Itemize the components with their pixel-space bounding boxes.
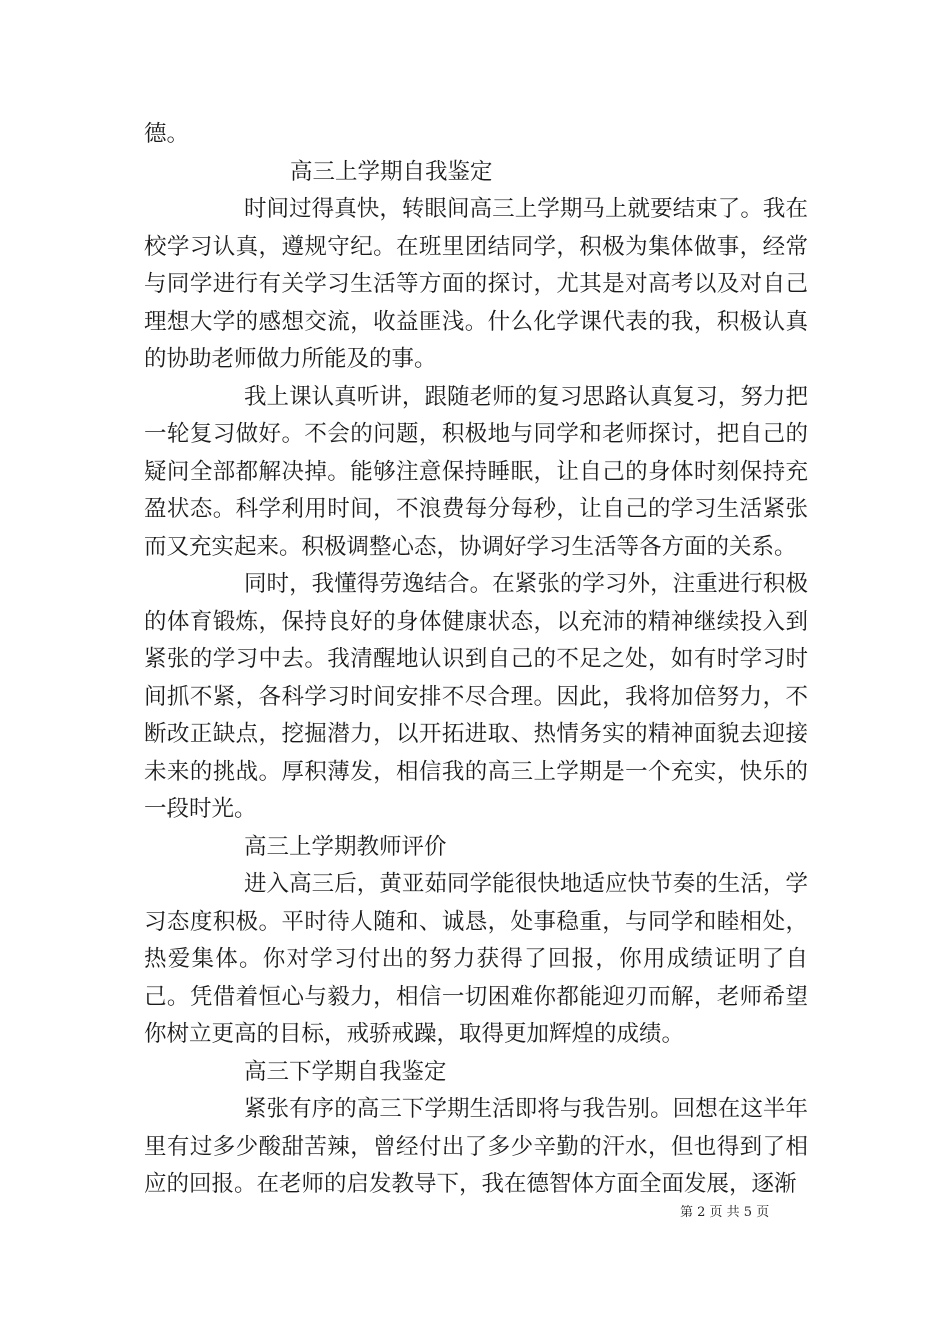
- section-heading: 高三上学期教师评价: [244, 833, 447, 860]
- paragraph: 进入高三后，黄亚茹同学能很快地适应快节奏的生活，学习态度积极。平时待人随和、诚恳，处事稳重，与同学和睦相处，热爱集体。你对学习付出的努力获得了回报，你用成绩证明了自己。凭借着恒心与毅力，相信一切困难你都能迎刃而解，老师希望你树立更高的目标，戒骄戒躁，取得更加辉煌的成绩。: [144, 871, 808, 1047]
- document-body: [144, 116, 808, 1204]
- paragraph: 同时，我懂得劳逸结合。在紧张的学习外，注重进行积极的体育锻炼，保持良好的身体健康状态，以充沛的精神继续投入到紧张的学习中去。我清醒地认识到自己的不足之处，如有时学习时间抓不紧，各科学习时间安排不尽合理。因此，我将加倍努力，不断改正缺点，挖掘潜力，以开拓进取、热情务实的精神面貌去迎接未来的挑战。厚积薄发，相信我的高三上学期是一个充实，快乐的一段时光。: [144, 571, 808, 822]
- paragraph: 时间过得真快，转眼间高三上学期马上就要结束了。我在校学习认真，遵规守纪。在班里团结同学，积极为集体做事，经常与同学进行有关学习生活等方面的探讨，尤其是对高考以及对自己理想大学的感想交流，收益匪浅。什么化学课代表的我，积极认真的协助老师做力所能及的事。: [144, 196, 808, 372]
- section-heading: 高三下学期自我鉴定: [244, 1058, 447, 1085]
- paragraph: 紧张有序的高三下学期生活即将与我告别。回想在这半年里有过多少酸甜苦辣，曾经付出了多少辛勤的汗水，但也得到了相应的回报。在老师的启发教导下，我在德智体方面全面发展，逐渐: [144, 1096, 808, 1197]
- page-number-footer: 第 2 页 共 5 页: [680, 1205, 770, 1220]
- lead-fragment: 德。: [144, 121, 190, 147]
- paragraph: 我上课认真听讲，跟随老师的复习思路认真复习，努力把一轮复习做好。不会的问题，积极地与同学和老师探讨，把自己的疑问全部都解决掉。能够注意保持睡眠，让自己的身体时刻保持充盈状态。科学利用时间，不浪费每分每秒，让自己的学习生活紧张而又充实起来。积极调整心态，协调好学习生活等各方面的关系。: [144, 383, 808, 560]
- section-heading: 高三上学期自我鉴定: [290, 158, 493, 185]
